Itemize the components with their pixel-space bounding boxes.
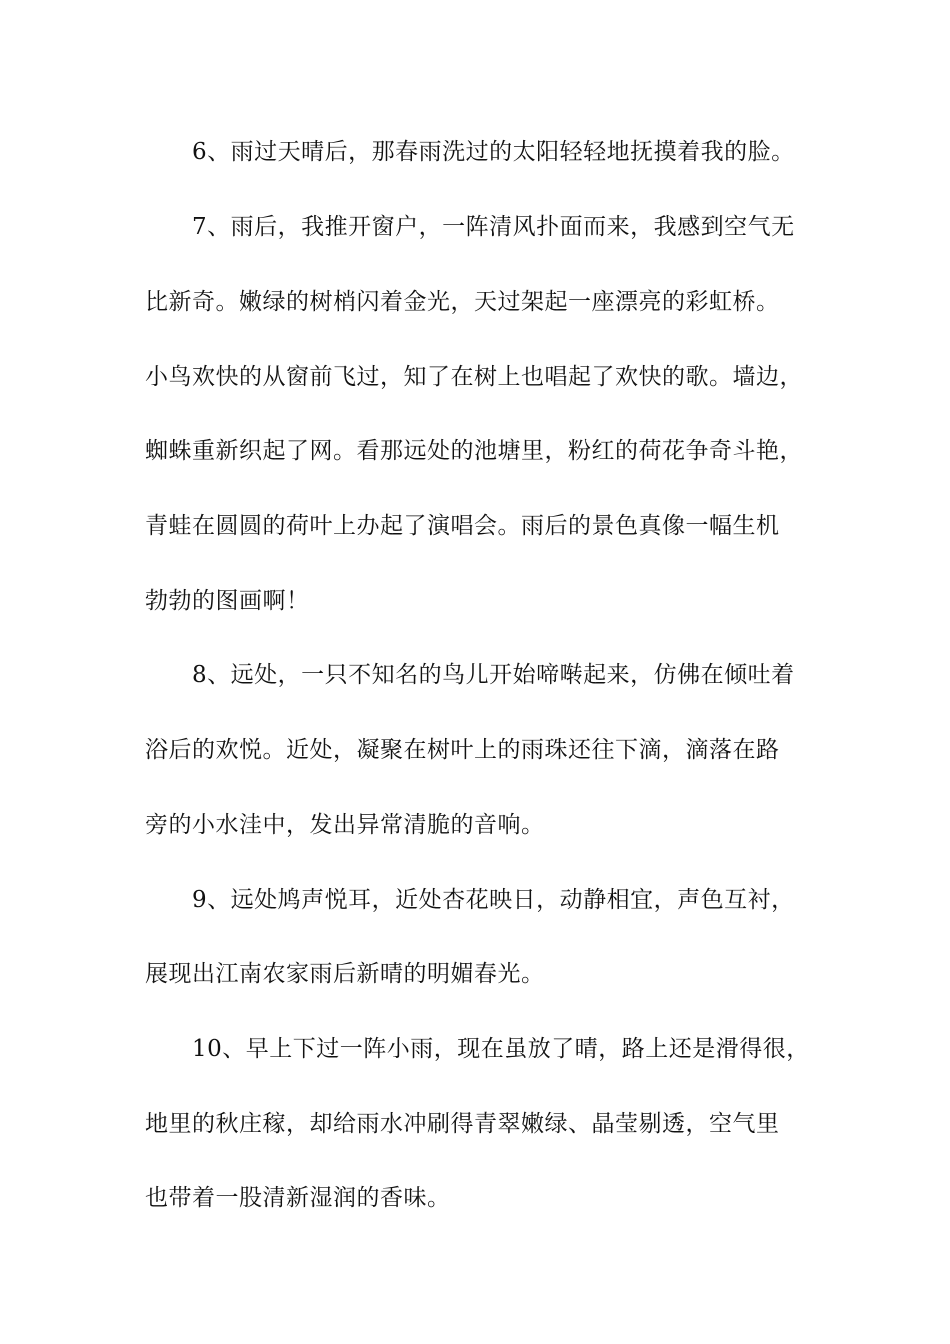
paragraph-7-line-2: 比新奇。嫩绿的树梢闪着金光，天过架起一座漂亮的彩虹桥。 (145, 289, 780, 315)
paragraph-9-line-2: 展现出江南农家雨后新晴的明媚春光。 (145, 961, 545, 987)
paragraph-10-line-1: 10、早上下过一阵小雨，现在虽放了晴，路上还是滑得很， (192, 1036, 810, 1062)
paragraph-8-line-2: 浴后的欢悦。近处，凝聚在树叶上的雨珠还往下滴，滴落在路 (145, 737, 780, 763)
paragraph-6-line-1: 6、雨过天晴后，那春雨洗过的太阳轻轻地抚摸着我的脸。 (192, 139, 795, 165)
paragraph-8-line-1: 8、远处，一只不知名的鸟儿开始啼啭起来，仿佛在倾吐着 (192, 662, 795, 688)
paragraph-7-line-1: 7、雨后，我推开窗户，一阵清风扑面而来，我感到空气无 (192, 214, 795, 240)
paragraph-10-line-3: 也带着一股清新湿润的香味。 (145, 1185, 451, 1211)
paragraph-8-line-3: 旁的小水洼中，发出异常清脆的音响。 (145, 812, 545, 838)
paragraph-7-line-5: 青蛙在圆圆的荷叶上办起了演唱会。雨后的景色真像一幅生机 (145, 513, 780, 539)
paragraph-10-line-2: 地里的秋庄稼，却给雨水冲刷得青翠嫩绿、晶莹剔透，空气里 (145, 1111, 780, 1137)
paragraph-9-line-1: 9、远处鸠声悦耳，近处杏花映日，动静相宜，声色互衬， (192, 887, 795, 913)
paragraph-7-line-6: 勃勃的图画啊！ (145, 588, 310, 614)
paragraph-7-line-4: 蜘蛛重新织起了网。看那远处的池塘里，粉红的荷花争奇斗艳， (145, 438, 803, 464)
paragraph-7-line-3: 小鸟欢快的从窗前飞过，知了在树上也唱起了欢快的歌。墙边， (145, 364, 803, 390)
